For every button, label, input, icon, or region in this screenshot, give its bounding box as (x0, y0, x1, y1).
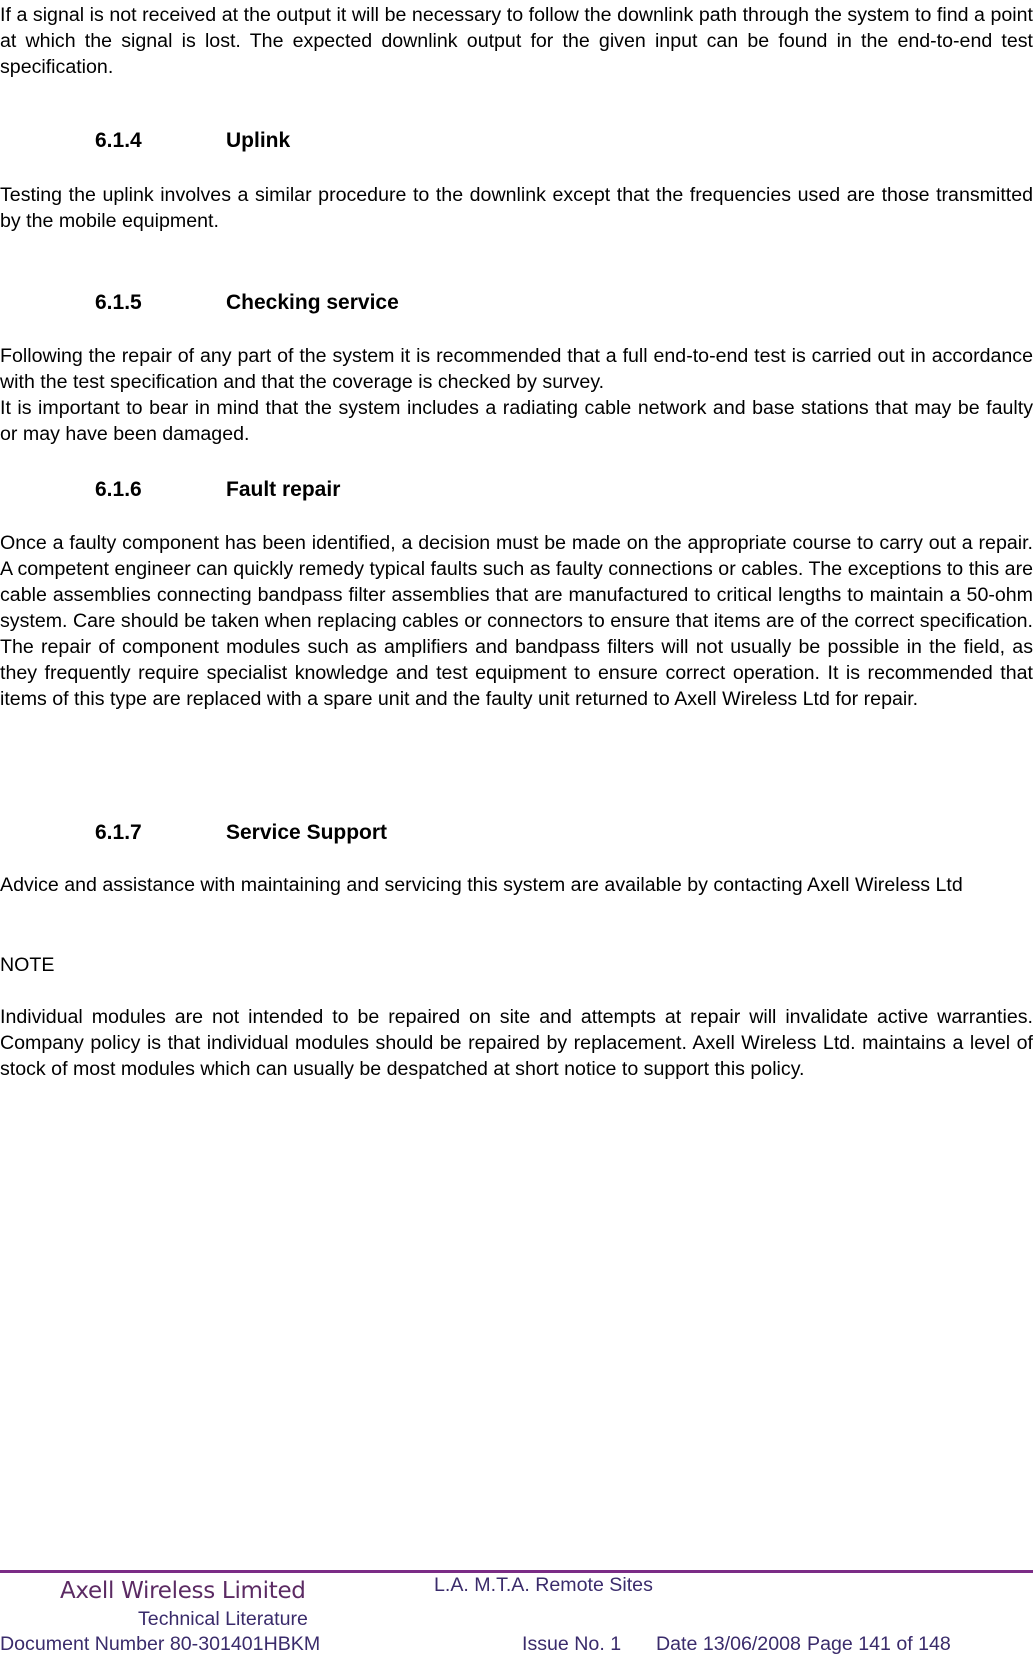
section-number: 6.1.6 (95, 478, 142, 501)
footer-date: Date 13/06/2008 (656, 1633, 801, 1655)
footer-site-name: L.A. M.T.A. Remote Sites (434, 1574, 653, 1596)
footer-issue: Issue No. 1 (522, 1633, 622, 1655)
footer-technical-literature: Technical Literature (138, 1608, 308, 1630)
fault-repair-paragraph: Once a faulty component has been identified, a decision must be made on the appropriate course to carry out a repair. A competent engineer can quickly remedy typical faults such as faulty connections or cables. The exceptions to this are cable assemblies connecting bandpass filter assemblies that are manufactured to critical lengths to maintain a 50-ohm system. Care should be taken when replacing cables or connectors to ensure that items are of the correct specification. The repair of component modules such as amplifiers and bandpass filters will not usually be possible in the field, as they frequently require specialist knowledge and test equipment to ensure correct operation. It is recommended that items of this type are replaced with a spare unit and the faulty unit returned to Axell Wireless Ltd for repair. (0, 532, 1033, 710)
intro-paragraph: If a signal is not received at the output it will be necessary to follow the downlink path through the system to find a point at which the signal is lost. The expected downlink output for the given input can be found in the end-to-end test specification. (0, 4, 1033, 78)
section-title: Fault repair (226, 478, 341, 501)
section-number: 6.1.5 (95, 291, 142, 314)
note-paragraph-block (0, 1004, 1033, 1082)
uplink-paragraph: Testing the uplink involves a similar procedure to the downlink except that the frequencies used are those transmitted by the mobile equipment. (0, 184, 1033, 232)
section-number: 6.1.4 (95, 129, 142, 152)
section-title: Service Support (226, 821, 388, 844)
note-label-block (0, 952, 1033, 978)
footer-page-number: Page 141 of 148 (807, 1633, 951, 1655)
checking-paragraph-block (0, 343, 1033, 447)
footer-document-number: Document Number 80-301401HBKM (0, 1633, 321, 1655)
service-support-paragraph-block (0, 872, 1033, 898)
uplink-paragraph-block (0, 182, 1033, 234)
fault-repair-paragraph-block (0, 530, 1033, 712)
note-label: NOTE (0, 954, 55, 976)
section-title: Checking service (226, 291, 399, 314)
checking-paragraph-1: Following the repair of any part of the system it is recommended that a full end-to-end test is carried out in accordance with the test specification and that the coverage is checked by survey. (0, 345, 1033, 393)
section-number: 6.1.7 (95, 821, 142, 844)
checking-paragraph-2: It is important to bear in mind that the system includes a radiating cable network and base stations that may be faulty or may have been damaged. (0, 397, 1033, 445)
footer-divider (0, 1570, 1033, 1573)
section-title: Uplink (226, 129, 291, 152)
service-support-paragraph: Advice and assistance with maintaining and servicing this system are available by contacting Axell Wireless Ltd (0, 874, 963, 896)
intro-paragraph-block (0, 2, 1033, 80)
note-paragraph: Individual modules are not intended to be repaired on site and attempts at repair will invalidate active warranties. Company policy is that individual modules should be repaired by replacement. Axell Wireless Ltd. maintains a level of stock of most modules which can usually be despatched at short notice to support this policy. (0, 1006, 1033, 1080)
footer-company-logo-text: Axell Wireless Limited (60, 1578, 306, 1604)
